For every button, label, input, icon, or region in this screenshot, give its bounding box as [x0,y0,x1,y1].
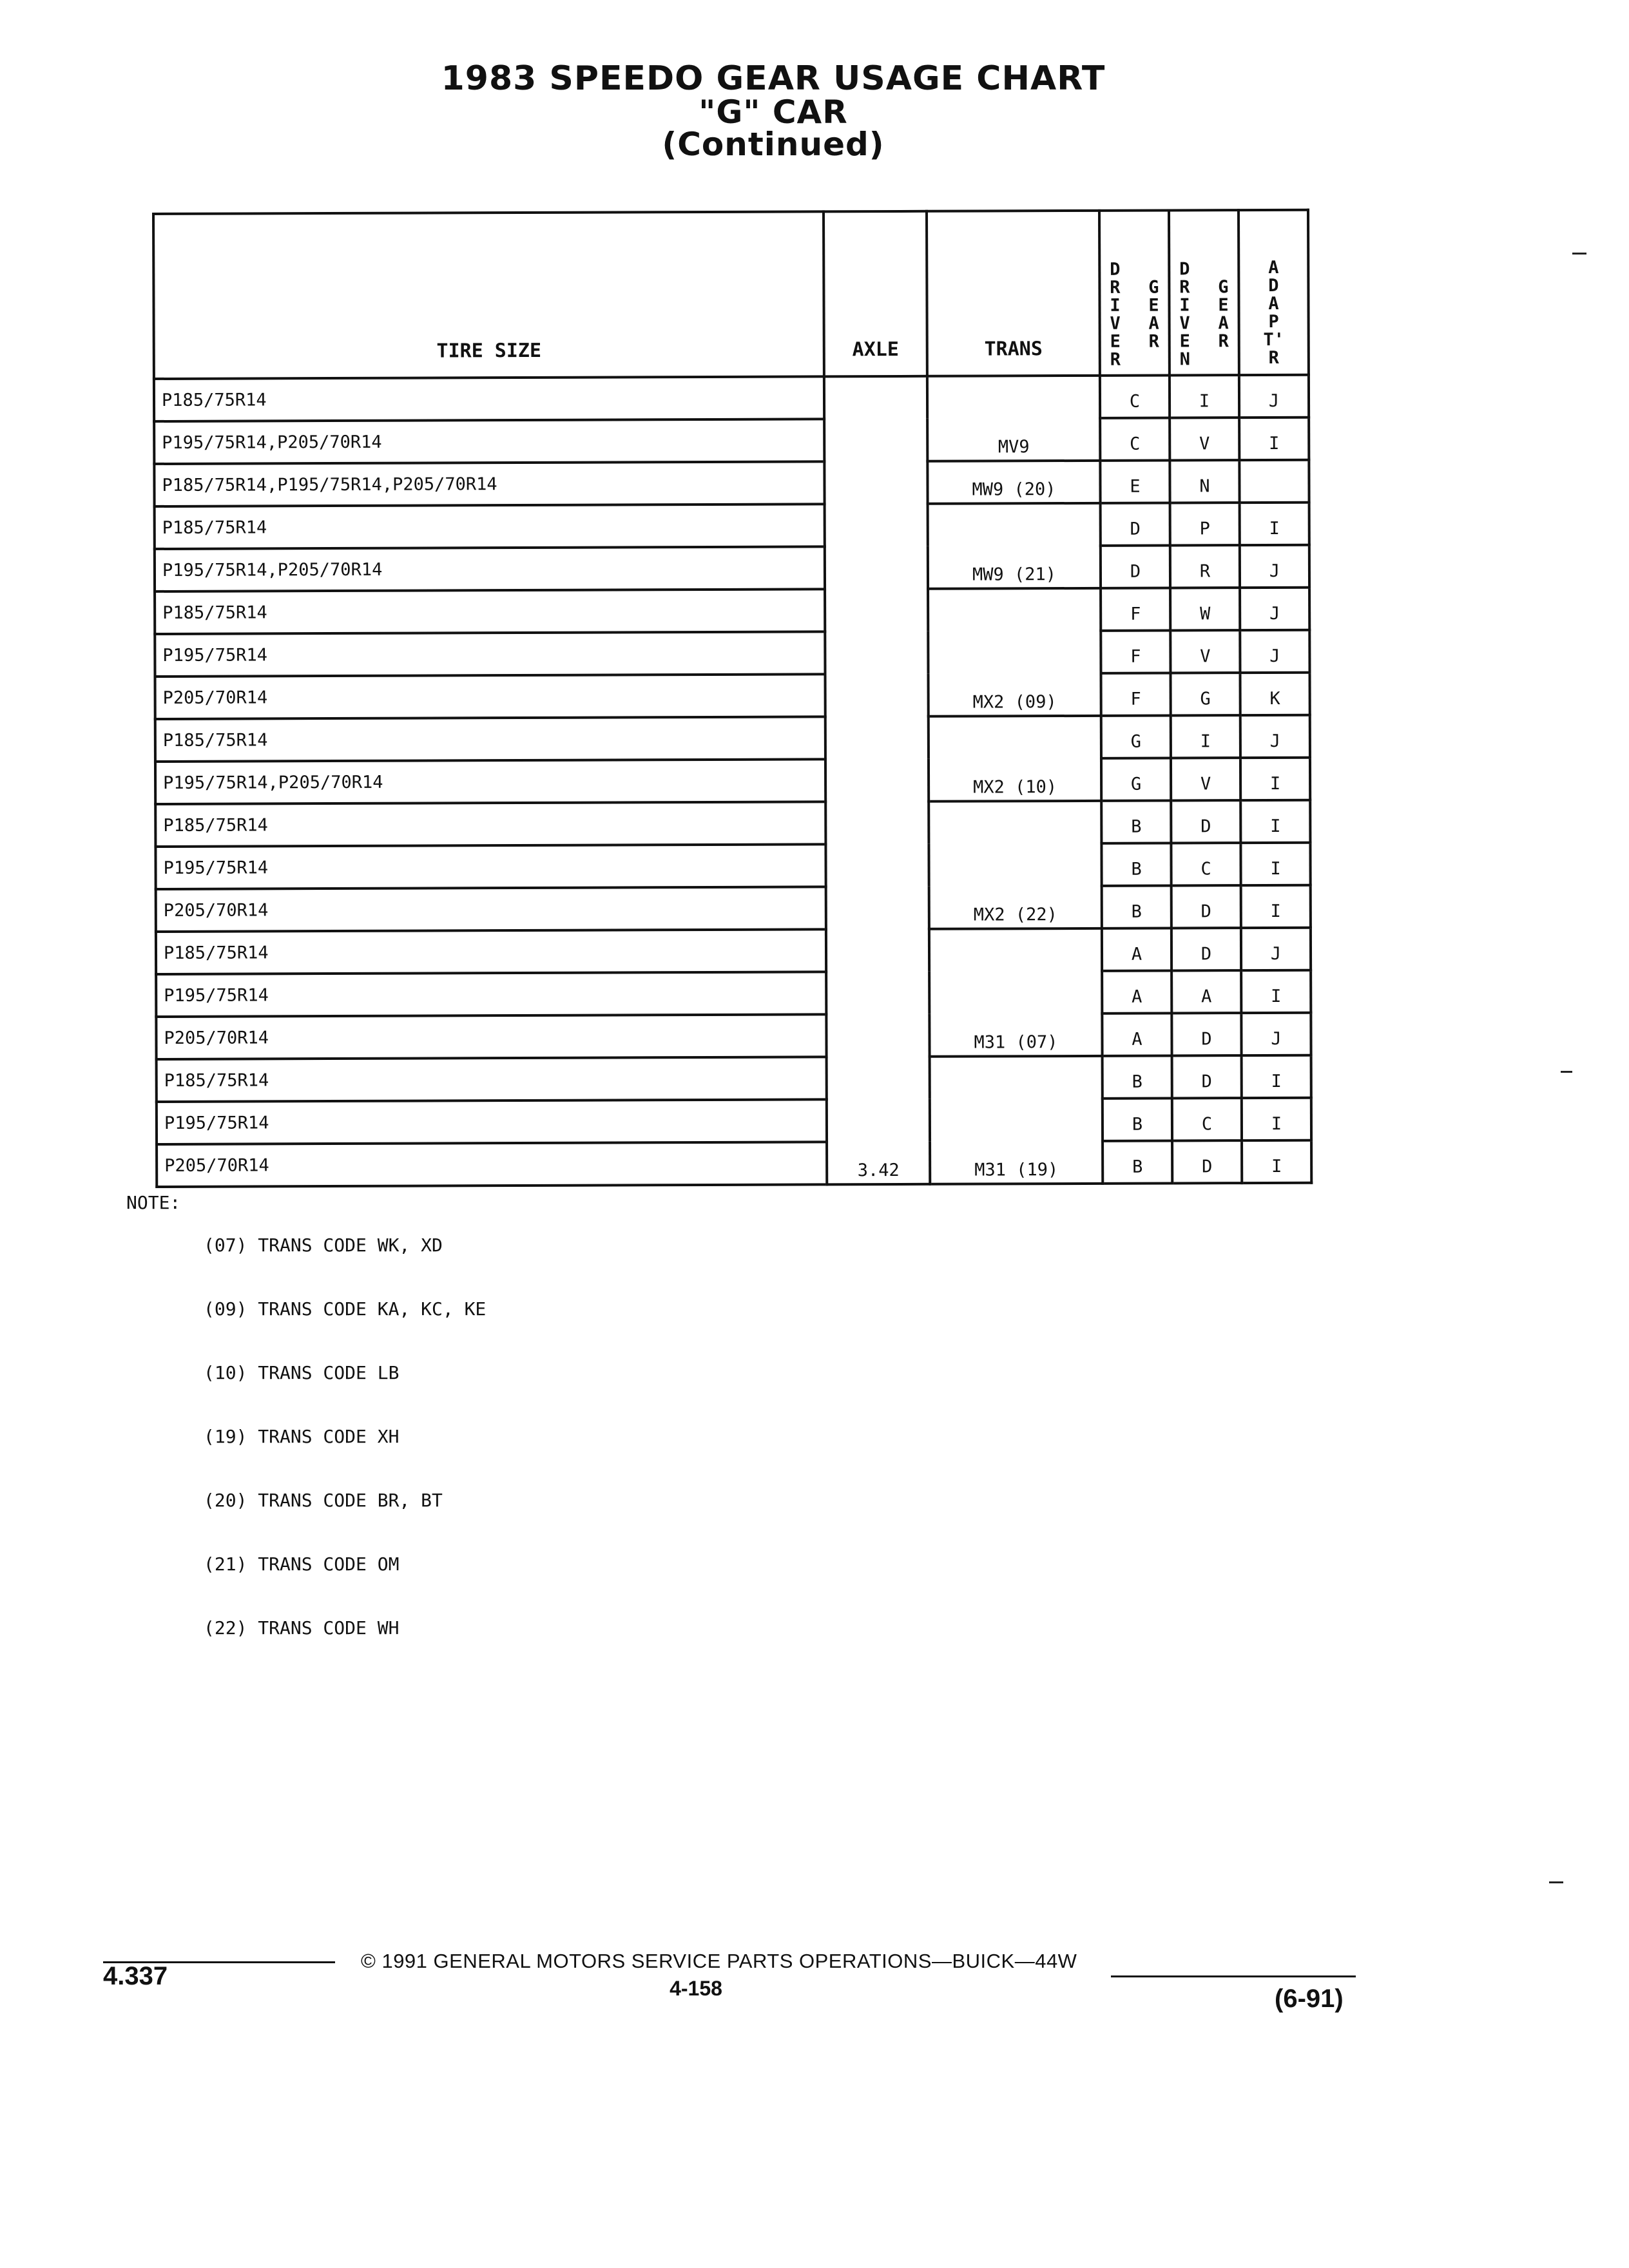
drive-gear-cell: B [1101,800,1171,843]
tire-size-cell: P185/75R14 [157,1057,827,1102]
adapter-gear-cell: I [1240,800,1310,843]
adapter-gear-cell: J [1240,715,1310,758]
table-row [156,885,1311,932]
page-continued: (Continued) [662,126,885,163]
header-adapter [1239,210,1309,375]
header-letter: T' [1263,329,1285,350]
tire-size-cell: P185/75R14 [155,589,825,634]
header-letter: G [1148,277,1159,298]
drive-gear-cell: A [1102,928,1171,970]
drive-gear-cell: A [1102,1013,1171,1055]
table-row [155,630,1309,677]
driven-gear-cell: V [1170,630,1240,673]
trans-cell: MX2 (09) [928,588,1101,716]
adapter-gear-cell: I [1241,885,1311,928]
page-subtitle: "G" CAR [699,93,848,131]
adapter-gear-cell: K [1240,673,1310,715]
header-letter: E [1110,331,1121,352]
header-letter: A [1148,313,1159,334]
header-letter: E [1179,331,1190,352]
tire-size-cell: P185/75R14 [154,376,824,421]
adapter-gear-cell: J [1239,375,1309,418]
adapter-gear-cell: J [1240,630,1309,673]
table-row [156,928,1311,974]
trans-cell: M31 (07) [929,928,1103,1057]
driven-gear-cell: A [1171,970,1241,1013]
tire-size-cell: P205/70R14 [156,887,826,932]
driven-gear-cell: D [1171,928,1241,970]
table-row [157,1055,1311,1102]
header-driven-gear [1169,210,1239,375]
page-title: 1983 SPEEDO GEAR USAGE CHART [441,59,1106,98]
header-letter: R [1110,277,1121,298]
driven-gear-cell: I [1171,715,1240,758]
header-letter: R [1268,347,1279,368]
header-letter: R [1179,277,1190,298]
driven-gear-cell: P [1170,503,1240,545]
footer-copyright: © 1991 GENERAL MOTORS SERVICE PARTS OPERATIONS—BUICK—44W [361,1950,1077,1972]
header-drive-gear [1099,210,1170,375]
header-letter: V [1110,313,1121,334]
driven-gear-cell: D [1171,800,1240,843]
tire-size-cell: P185/75R14 [156,929,826,974]
table-row [154,460,1309,506]
header-letter: I [1179,295,1190,316]
table-row [155,758,1310,804]
table-row [155,588,1309,634]
tire-size-cell: P195/75R14 [155,631,825,677]
driven-gear-cell: R [1170,545,1240,588]
footer-page-number: 4-158 [670,1977,722,2000]
tire-size-cell: P205/70R14 [156,1014,826,1059]
header-letter: D [1179,259,1190,280]
tire-size-cell: P195/75R14 [155,844,825,889]
driven-gear-cell: N [1170,460,1239,503]
drive-gear-cell: B [1101,843,1171,885]
table-row [155,673,1310,719]
tire-size-cell: P195/75R14 [157,1099,827,1144]
header-letter: E [1148,295,1159,316]
table-header-row [153,210,1309,379]
driven-gear-cell: G [1171,673,1240,715]
driven-gear-cell: V [1171,758,1240,800]
driven-gear-cell: D [1172,1140,1242,1183]
driven-gear-word [1209,278,1237,369]
trans-cell: MW9 (21) [928,503,1101,589]
drive-gear-cell: E [1100,460,1170,503]
driven-gear-cell: D [1172,1055,1242,1098]
drive-gear-cell: B [1103,1055,1172,1098]
driven-gear-cell: C [1171,843,1240,885]
table-row [156,970,1311,1017]
axle-cell: 3.42 [824,376,930,1185]
drive-gear-cell: F [1101,673,1171,715]
adapter-word [1240,259,1307,367]
drive-word [1101,261,1130,369]
tire-size-cell: P185/75R14,P195/75R14,P205/70R14 [154,461,824,506]
header-letter: E [1218,295,1229,316]
adapter-gear-cell: I [1240,758,1310,800]
header-letter: D [1268,275,1279,296]
driven-word [1170,260,1199,369]
header-letter: A [1268,293,1279,314]
adapter-gear-cell: J [1241,1013,1311,1055]
drive-gear-cell: D [1101,545,1170,588]
adapter-gear-cell: I [1240,503,1309,545]
footer-code: 4.337 [103,1962,168,1990]
note-label: NOTE: [126,1192,181,1213]
tire-size-cell: P195/75R14 [156,972,826,1017]
header-letter: R [1110,349,1121,370]
driven-gear-cell: W [1170,588,1240,630]
note-line: (09) TRANS CODE KA, KC, KE [204,1298,487,1320]
table-row [156,1013,1311,1059]
table-row [155,503,1309,549]
adapter-gear-cell: I [1242,1055,1311,1098]
drive-gear-cell: C [1100,418,1170,460]
note-line: (19) TRANS CODE XH [204,1426,400,1447]
trans-cell: MX2 (22) [929,801,1102,929]
header-letter: I [1110,295,1121,316]
driven-gear-cell: D [1171,1013,1241,1055]
note-line: (21) TRANS CODE OM [204,1553,400,1575]
table-body [154,375,1311,1187]
trans-cell: MV9 [927,376,1100,461]
drive-gear-cell: B [1102,885,1171,928]
header-letter: G [1218,277,1229,298]
note-line: (22) TRANS CODE WH [204,1617,400,1639]
note-line: (07) TRANS CODE WK, XD [204,1235,443,1256]
adapter-gear-cell: I [1240,843,1310,885]
adapter-gear-cell [1239,460,1309,503]
tire-size-cell: P195/75R14,P205/70R14 [155,759,825,804]
header-letter: P [1268,311,1279,332]
margin-tick [1561,1071,1572,1073]
drive-gear-cell: A [1102,970,1171,1013]
drive-gear-cell: F [1101,588,1170,630]
driven-gear-cell: I [1170,375,1239,418]
tire-size-cell: P185/75R14 [155,504,825,549]
table-row [155,800,1310,847]
table-row [157,1140,1311,1187]
drive-gear-cell: B [1103,1140,1172,1183]
drive-gear-cell: C [1100,375,1170,418]
header-letter: R [1218,331,1229,352]
table-row [154,375,1309,421]
adapter-gear-cell: I [1239,418,1309,460]
speedo-gear-table [152,209,1313,1188]
note-line: (10) TRANS CODE LB [204,1362,400,1383]
drive-gear-cell: G [1101,758,1171,800]
drive-gear-word [1139,278,1168,369]
table-row [154,418,1309,464]
table-row [155,843,1310,889]
tire-size-cell: P205/70R14 [157,1142,827,1187]
adapter-gear-cell: J [1240,545,1309,588]
header-letter: D [1110,259,1121,280]
drive-gear-cell: D [1101,503,1170,545]
header-letter: A [1268,257,1279,278]
table-row [157,1098,1311,1144]
table-row [155,545,1309,591]
driven-gear-cell: C [1172,1098,1242,1140]
tire-size-cell: P195/75R14,P205/70R14 [155,546,825,591]
table-row [155,715,1310,762]
drive-gear-cell: G [1101,715,1171,758]
adapter-gear-cell: I [1242,1098,1311,1140]
note-lines [204,1192,486,1681]
tire-size-cell: P205/70R14 [155,674,825,719]
note-line: (20) TRANS CODE BR, BT [204,1490,443,1511]
driven-gear-cell: V [1170,418,1239,460]
drive-gear-cell: F [1101,630,1170,673]
header-letter: R [1148,331,1159,352]
header-letter: A [1218,313,1229,334]
header-tire-size: TIRE SIZE [153,211,824,379]
adapter-gear-cell: J [1240,588,1309,630]
tire-size-cell: P185/75R14 [155,802,825,847]
margin-tick [1549,1881,1563,1883]
adapter-gear-cell: J [1241,928,1311,970]
footer-date: (6-91) [1275,1984,1344,2013]
trans-cell: MX2 (10) [929,716,1101,802]
header-letter: N [1179,349,1190,370]
tire-size-cell: P185/75R14 [155,716,825,762]
tire-size-cell: P195/75R14,P205/70R14 [154,419,824,464]
trans-cell: MW9 (20) [927,461,1100,504]
trans-cell: M31 (19) [930,1056,1103,1184]
driven-gear-cell: D [1171,885,1241,928]
drive-gear-cell: B [1103,1098,1172,1140]
header-letter: V [1179,313,1190,334]
adapter-gear-cell: I [1241,970,1311,1013]
header-axle: AXLE [824,211,927,377]
adapter-gear-cell: I [1242,1140,1311,1183]
margin-tick [1572,253,1586,255]
header-trans: TRANS [927,211,1100,376]
